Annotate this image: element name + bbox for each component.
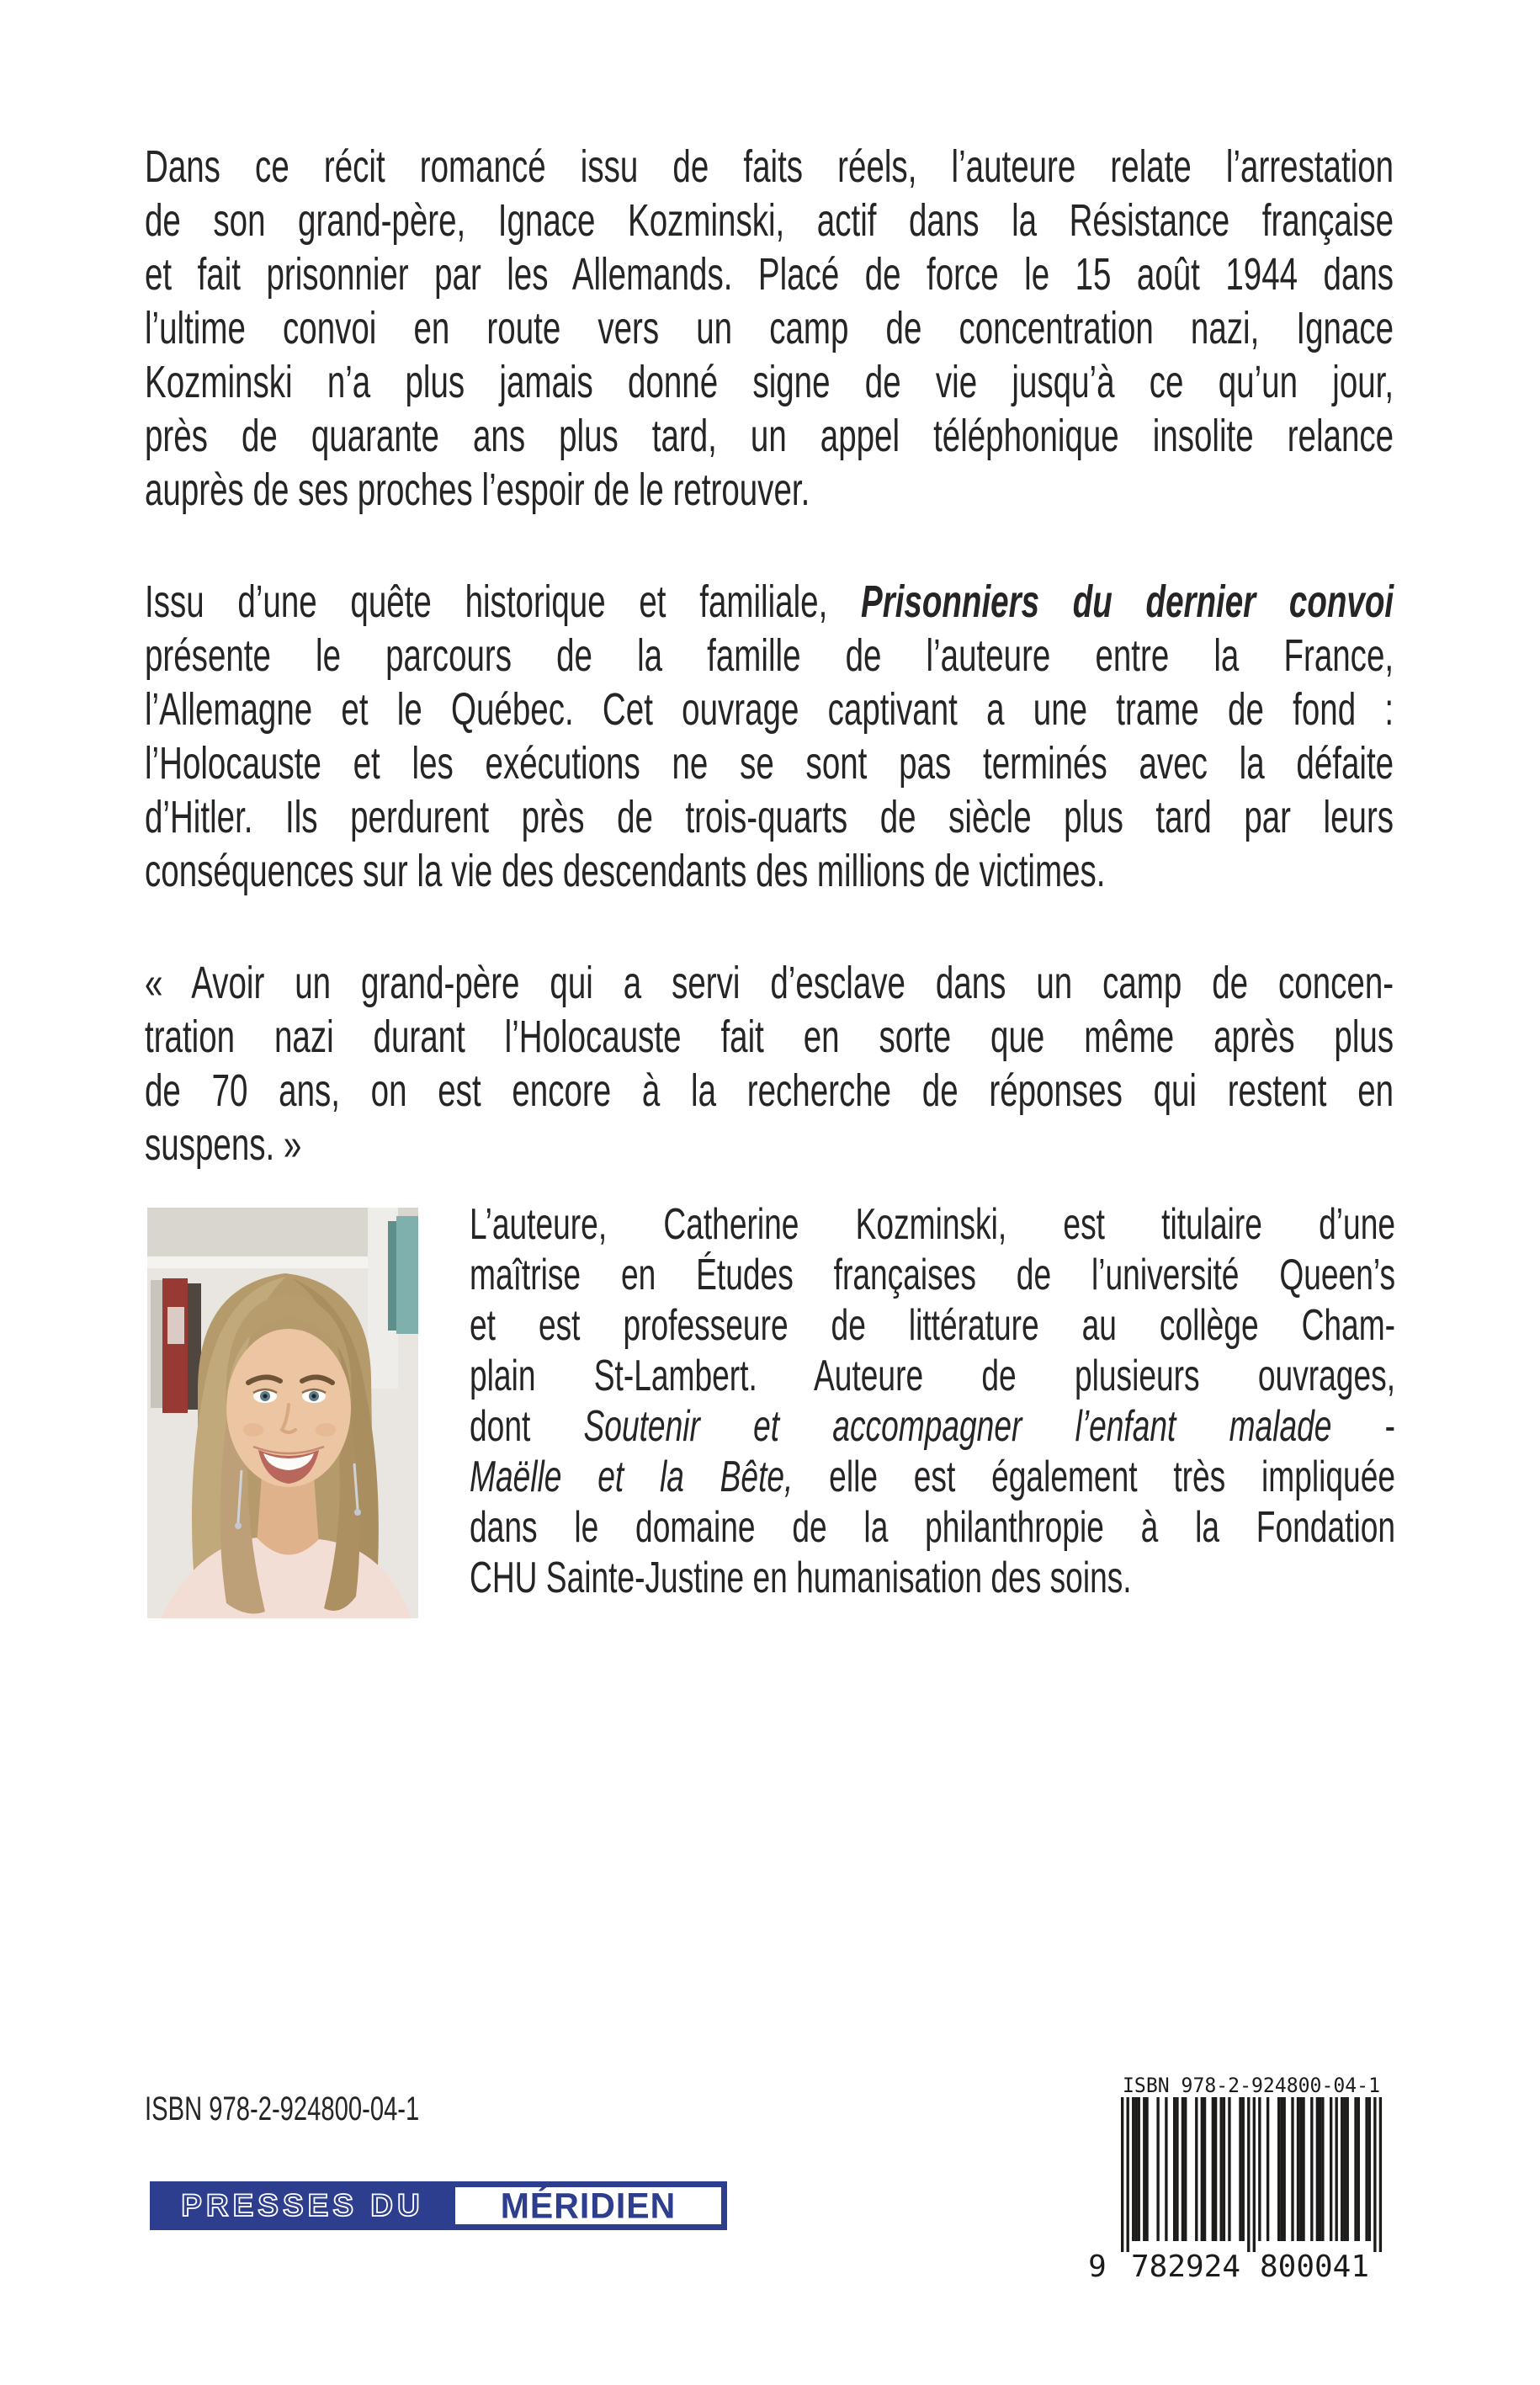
text-line [470, 1553, 1395, 1603]
text-segment: « Avoir un grand-père qui a servi d’esclave dans un camp de concen- [145, 958, 1394, 1008]
text-line [145, 355, 1394, 409]
text-line [470, 1199, 1395, 1250]
isbn-text: ISBN 978-2-924800-04-1 [145, 2090, 420, 2127]
barcode-bar [1379, 2097, 1382, 2252]
text-line [145, 140, 1394, 194]
text-line [145, 629, 1394, 683]
barcode-bar [1302, 2097, 1304, 2241]
barcode-bar [1247, 2097, 1250, 2252]
text-line [145, 956, 1394, 1010]
text-segment: CHU Sainte-Justine en humanisation des soins. [470, 1554, 1132, 1602]
barcode-bar [1299, 2097, 1302, 2241]
barcode-bar [1184, 2097, 1187, 2241]
text-segment: l’Holocauste et les exécutions ne se sont pas terminés avec la défaite [145, 738, 1394, 789]
text-line [470, 1401, 1395, 1452]
text-segment: dont [470, 1402, 584, 1451]
text-segment: conséquences sur la vie des descendants des millions de victimes. [145, 846, 1106, 896]
meridien-label: MÉRIDIEN [500, 2185, 677, 2226]
barcode-bar [1127, 2097, 1129, 2252]
text-segment: L’auteure, Catherine Kozminski, est titulaire d’une [470, 1200, 1396, 1249]
barcode-bar [1336, 2097, 1338, 2241]
barcode-bar [1138, 2097, 1140, 2241]
text-line [470, 1300, 1395, 1351]
barcode-bar [1283, 2097, 1286, 2241]
text-segment: suspens. » [145, 1119, 302, 1170]
barcode-bar [1176, 2097, 1178, 2241]
barcode-bar [1214, 2097, 1217, 2241]
barcode-bar [1346, 2097, 1349, 2241]
text-segment: dans le domaine de la philanthropie à la Fondation [470, 1503, 1396, 1552]
text-segment: elle est également très impliquée [793, 1453, 1396, 1501]
presses-du-label: PRESSES DU [181, 2188, 424, 2223]
barcode-bar [1242, 2097, 1245, 2241]
text-line [145, 575, 1394, 629]
text-segment: d’Hitler. Ils perdurent près de trois-quarts de siècle plus tard par leurs [145, 792, 1394, 842]
barcode-bar [1195, 2097, 1197, 2241]
text-line [470, 1502, 1395, 1553]
text-line [145, 247, 1394, 301]
text-line [145, 1064, 1394, 1118]
text-line [470, 1250, 1395, 1300]
barcode-bar [1310, 2097, 1313, 2241]
text-line [145, 301, 1394, 355]
barcode-bar [1277, 2097, 1280, 2241]
text-line [145, 736, 1394, 790]
text-line [145, 194, 1394, 247]
barcode-bar [1368, 2097, 1371, 2241]
text-segment: auprès de ses proches l’espoir de le retrouver. [145, 465, 810, 515]
barcode-bar [1267, 2097, 1269, 2241]
barcode-digit-group: 9 [1088, 2250, 1107, 2284]
paragraph-intro [145, 140, 1394, 517]
text-line [145, 844, 1394, 898]
barcode-bar [1330, 2097, 1332, 2241]
barcode-bar [1291, 2097, 1293, 2241]
barcode-bar [1239, 2097, 1241, 2241]
barcode-isbn-text: ISBN 978-2-924800-04-1 [1123, 2074, 1380, 2097]
barcode-bar [1132, 2097, 1134, 2241]
barcode-bar [1219, 2097, 1222, 2241]
text-segment: plain St-Lambert. Auteure de plusieurs ouvrages, [470, 1352, 1396, 1400]
barcode-bar [1173, 2097, 1176, 2241]
author-photo [147, 1208, 418, 1618]
text-line [145, 790, 1394, 844]
barcode-bar [1319, 2097, 1321, 2241]
barcode-digit-group: 782924 [1131, 2250, 1240, 2284]
text-line [470, 1452, 1395, 1502]
publisher-logo-left [150, 2188, 455, 2223]
text-segment: - [1331, 1402, 1396, 1451]
paragraph-quote [145, 956, 1394, 1171]
book-title-emphasis: Prisonniers du dernier convoi [861, 576, 1394, 627]
barcode-bar [1228, 2097, 1230, 2241]
text-segment: près de quarante ans plus tard, un appel téléphonique insolite relance [145, 411, 1394, 461]
publisher-logo-right [455, 2187, 721, 2224]
barcode-bar [1365, 2097, 1367, 2241]
author-bio [470, 1199, 1395, 1603]
barcode-bar [1212, 2097, 1214, 2241]
author-bio-paragraph [470, 1199, 1395, 1603]
barcode-bar [1321, 2097, 1324, 2241]
barcode-bar [1253, 2097, 1256, 2252]
barcode-bar [1182, 2097, 1184, 2241]
back-cover-text [145, 140, 1394, 1171]
barcode-bar [1165, 2097, 1167, 2241]
isbn-barcode [1086, 2069, 1397, 2284]
barcode-bar [1156, 2097, 1159, 2241]
text-segment: l’ultime convoi en route vers un camp de concentration nazi, Ignace [145, 303, 1394, 353]
publisher-logo [150, 2181, 727, 2230]
barcode-bar [1354, 2097, 1357, 2241]
text-segment: et fait prisonnier par les Allemands. Placé de force le 15 août 1944 dans [145, 249, 1394, 300]
text-line [145, 1010, 1394, 1064]
text-segment: Issu d’une quête historique et familiale, [145, 576, 862, 627]
barcode-bar [1145, 2097, 1148, 2241]
barcode-bar [1316, 2097, 1319, 2241]
barcode-bar [1223, 2097, 1225, 2241]
text-segment: Dans ce récit romancé issu de faits réels, l’auteure relate l’arrestation [145, 141, 1394, 192]
barcode-bar [1341, 2097, 1343, 2241]
paragraph-book [145, 575, 1394, 898]
barcode-bar [1134, 2097, 1137, 2241]
text-segment: tration nazi durant l’Holocauste fait en sorte que même après plus [145, 1012, 1394, 1062]
barcode-bar [1343, 2097, 1346, 2241]
text-segment: l’Allemagne et le Québec. Cet ouvrage captivant a une trame de fond : [145, 684, 1394, 735]
barcode-digit-group: 800041 [1260, 2250, 1369, 2284]
barcode-bar [1203, 2097, 1206, 2241]
text-line [470, 1351, 1395, 1401]
text-line [145, 409, 1394, 463]
barcode-bar [1201, 2097, 1203, 2241]
barcode-bar [1280, 2097, 1282, 2241]
barcode-bar [1121, 2097, 1123, 2252]
text-line [145, 463, 1394, 517]
text-segment: présente le parcours de la famille de l’auteure entre la France, [145, 630, 1394, 681]
text-segment: maîtrise en Études françaises de l’université Queen’s [470, 1251, 1396, 1299]
barcode-bar [1143, 2097, 1145, 2241]
barcode-bar [1258, 2097, 1261, 2241]
text-line [145, 683, 1394, 736]
text-segment: Kozminski n’a plus jamais donné signe de vie jusqu’à ce qu’un jour, [145, 357, 1394, 407]
barcode-bar [1297, 2097, 1299, 2241]
text-segment: et est professeure de littérature au collège Cham- [470, 1301, 1396, 1350]
barcode-bar [1373, 2097, 1376, 2252]
text-segment: de 70 ans, on est encore à la recherche de réponses qui restent en [145, 1065, 1394, 1116]
text-line [145, 1118, 1394, 1171]
barcode-bar [1357, 2097, 1360, 2241]
book-title-emphasis: Maëlle et la Bête, [470, 1453, 794, 1501]
book-title-emphasis: Soutenir et accompagner l’enfant malade [583, 1402, 1332, 1451]
text-segment: de son grand-père, Ignace Kozminski, actif dans la Résistance française [145, 195, 1394, 246]
